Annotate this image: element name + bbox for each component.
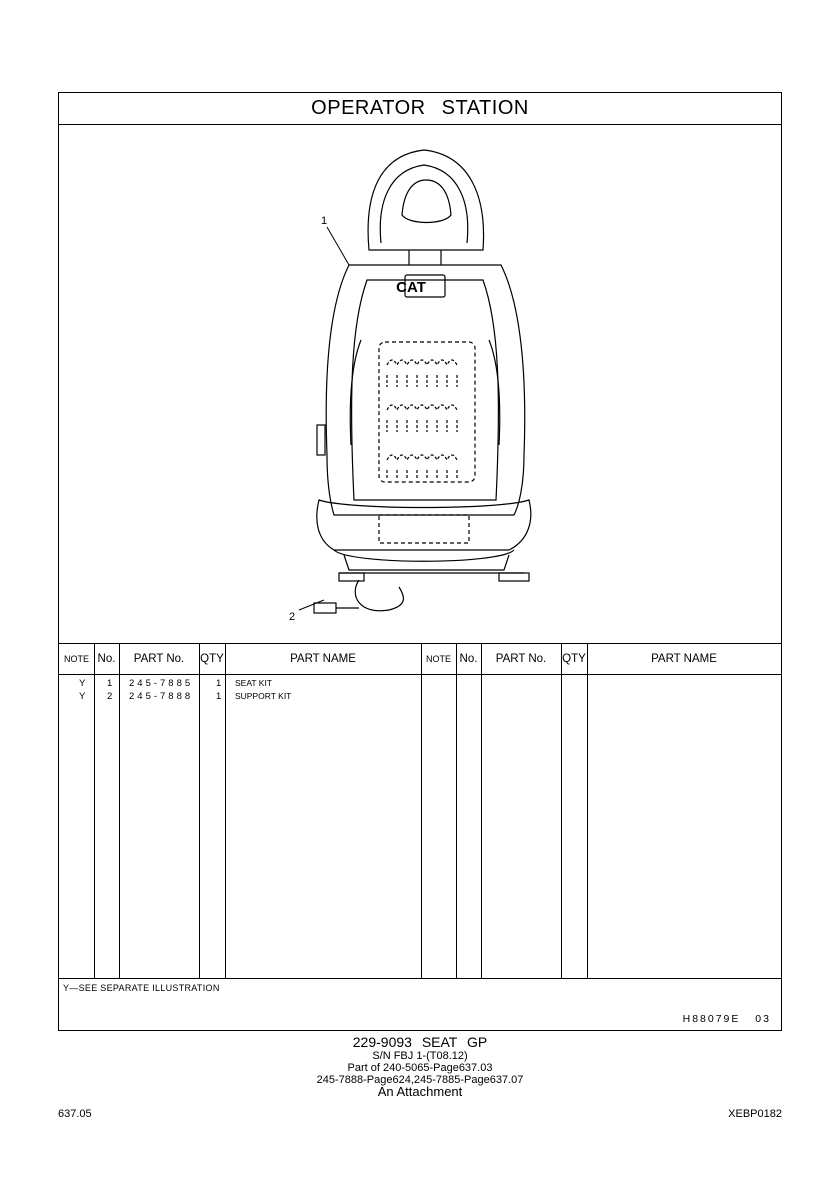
group-title: 229-9093 SEAT GP [352,1034,488,1050]
leader-2 [299,600,324,610]
header-qty: QTY [200,653,224,665]
attachment-label: An Attachment [377,1084,463,1099]
row-note: Y [79,691,86,702]
recline-lever [317,425,325,455]
part-of-line: Part of 240-5065-Page637.03 [347,1062,493,1074]
cushion-dashed [379,515,469,543]
page-number: 637.05 [58,1108,92,1120]
row-part-no: 245-7888 [129,691,194,702]
row-no: 1 [107,678,113,689]
wire-harness [355,580,403,611]
backrest-outline [326,265,525,515]
reference-line: 245-7888-Page624,245-7885-Page637.07 [316,1074,524,1086]
seat-illustration [59,125,781,643]
logo-text: CAT [396,279,426,296]
seat-base [344,555,509,570]
header-part-no-2: PART No. [495,653,547,665]
row-note: Y [79,678,86,689]
table-row [59,677,421,690]
headrest-inner [380,165,467,243]
serial-range: S/N FBJ 1-(T08.12) [372,1050,468,1062]
header-no-2: No. [459,653,478,665]
row-qty: 1 [216,678,222,689]
footnote: Y—SEE SEPARATE ILLUSTRATION [63,983,220,993]
parts-frame [58,92,782,1031]
seat-drawing [59,125,783,643]
slide-rail-right [499,573,529,581]
lumbar-zone [379,342,475,482]
seat-cushion-front [334,550,514,561]
header-part-no: PART No. [133,653,185,665]
headrest-pad [402,180,451,223]
header-part-name: PART NAME [290,653,356,665]
page-title: OPERATOR STATION [59,93,781,125]
callout-2: 2 [289,611,296,623]
illustration-number: H88079E 03 [682,1013,771,1025]
backrest-panel [352,280,499,500]
row-no: 2 [107,691,113,702]
wire-connector [314,603,336,613]
slide-rail-left [339,573,364,581]
header-no: No. [97,653,116,665]
parts-table [59,643,781,979]
leader-1 [327,227,349,265]
row-part-no: 245-7885 [129,678,194,689]
header-note: NOTE [63,654,89,664]
row-part-name: SEAT KIT [235,678,273,688]
header-note-2: NOTE [425,654,451,664]
row-part-name: SUPPORT KIT [235,691,292,701]
document-code: XEBP0182 [728,1108,782,1120]
header-qty-2: QTY [562,653,586,665]
row-qty: 1 [216,691,222,702]
header-part-name-2: PART NAME [651,653,717,665]
callout-1: 1 [321,215,328,227]
table-row [59,690,421,703]
